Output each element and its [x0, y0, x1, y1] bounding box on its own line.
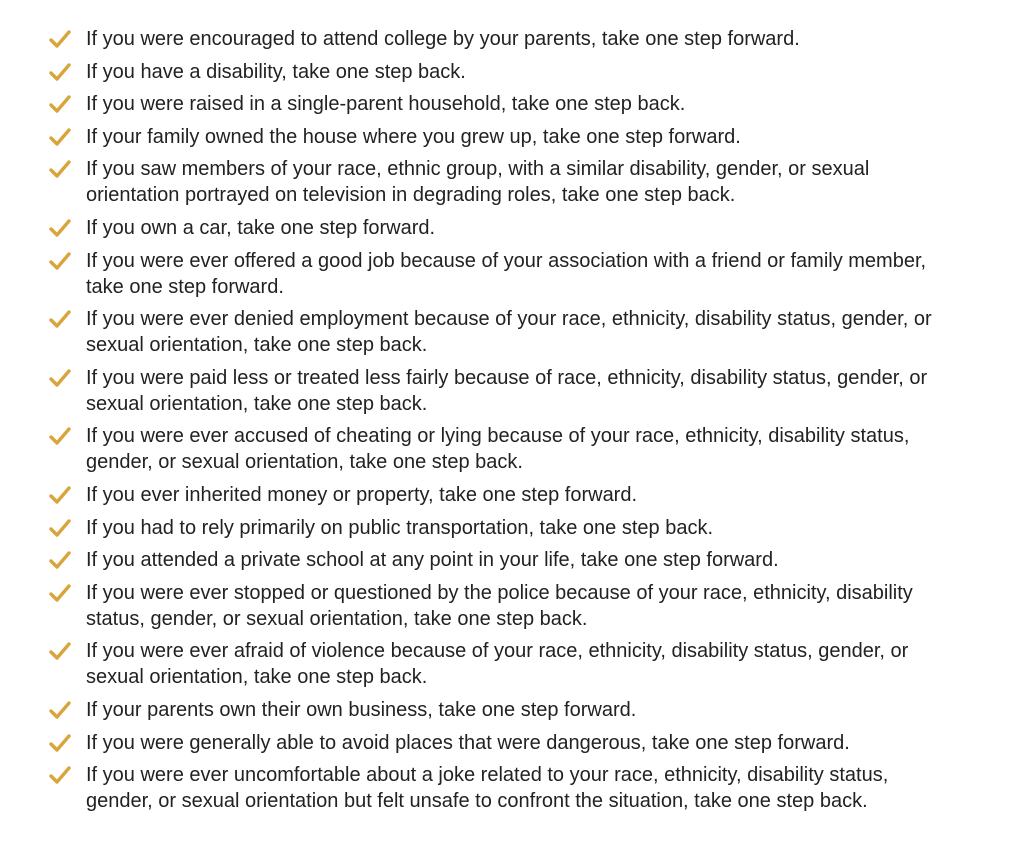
list-item-text: If you were ever uncomfortable about a joke related to your race, ethnicity, disability status, gender, or sexual orientation but felt unsafe to confront the situation, take one step back. — [86, 764, 889, 813]
list-item-text: If you were ever afraid of violence because of your race, ethnicity, disability status, gender, or sexual orientation, take one step back. — [86, 640, 909, 689]
checkmark-icon — [49, 518, 71, 538]
list-item — [0, 91, 1024, 117]
checkmark-icon — [49, 218, 71, 238]
list-item-text: If you were ever accused of cheating or lying because of your race, ethnicity, disability status, gender, or sexual orientation, take one step back. — [86, 425, 910, 474]
list-item-text: If your family owned the house where you grew up, take one step forward. — [86, 125, 741, 148]
list-item — [0, 515, 1024, 541]
list-item — [0, 26, 1024, 52]
checkmark-icon — [49, 583, 71, 603]
list-item-text: If your parents own their own business, take one step forward. — [86, 698, 637, 721]
checkmark-icon — [49, 159, 71, 179]
list-item — [0, 156, 1024, 208]
checkmark-icon — [49, 485, 71, 505]
privilege-walk-checklist — [0, 26, 1024, 821]
checkmark-icon — [49, 251, 71, 271]
list-item-text: If you have a disability, take one step back. — [86, 60, 466, 83]
checkmark-icon — [49, 368, 71, 388]
list-item — [0, 547, 1024, 573]
list-item — [0, 365, 1024, 417]
checkmark-icon — [49, 641, 71, 661]
list-item — [0, 124, 1024, 150]
list-item-text: If you were ever stopped or questioned by the police because of your race, ethnicity, disability status, gender, or sexual orientation, take one step back. — [86, 581, 913, 630]
list-item-text: If you were paid less or treated less fairly because of race, ethnicity, disability status, gender, or sexual orientation, take one step back. — [86, 366, 928, 415]
checkmark-icon — [49, 127, 71, 147]
list-item-text: If you ever inherited money or property, take one step forward. — [86, 483, 638, 506]
checkmark-icon — [49, 765, 71, 785]
list-item — [0, 762, 1024, 814]
list-item — [0, 697, 1024, 723]
list-item — [0, 306, 1024, 358]
list-item-text: If you had to rely primarily on public transportation, take one step back. — [86, 516, 714, 539]
list-item — [0, 730, 1024, 756]
list-item-text: If you were generally able to avoid places that were dangerous, take one step forward. — [86, 731, 850, 754]
list-item — [0, 248, 1024, 300]
list-item-text: If you were ever denied employment because of your race, ethnicity, disability status, gender, or sexual orientation, take one step back. — [86, 308, 932, 357]
checkmark-icon — [49, 62, 71, 82]
list-item-text: If you were ever offered a good job because of your association with a friend or family member, take one step forward. — [86, 249, 927, 298]
list-item — [0, 482, 1024, 508]
list-item-text: If you were raised in a single-parent household, take one step back. — [86, 93, 686, 116]
list-item — [0, 638, 1024, 690]
list-item — [0, 59, 1024, 85]
checkmark-icon — [49, 426, 71, 446]
checkmark-icon — [49, 700, 71, 720]
list-item-text: If you own a car, take one step forward. — [86, 216, 436, 239]
list-item-text: If you attended a private school at any point in your life, take one step forward. — [86, 549, 779, 572]
checkmark-icon — [49, 733, 71, 753]
checkmark-icon — [49, 309, 71, 329]
checkmark-icon — [49, 29, 71, 49]
list-item-text: If you saw members of your race, ethnic group, with a similar disability, gender, or sexual orientation portrayed on television in degrading roles, take one step back. — [86, 158, 870, 207]
checkmark-icon — [49, 550, 71, 570]
list-item — [0, 215, 1024, 241]
checkmark-icon — [49, 94, 71, 114]
list-item-text: If you were encouraged to attend college by your parents, take one step forward. — [86, 28, 800, 50]
list-item — [0, 423, 1024, 475]
list-item — [0, 580, 1024, 632]
